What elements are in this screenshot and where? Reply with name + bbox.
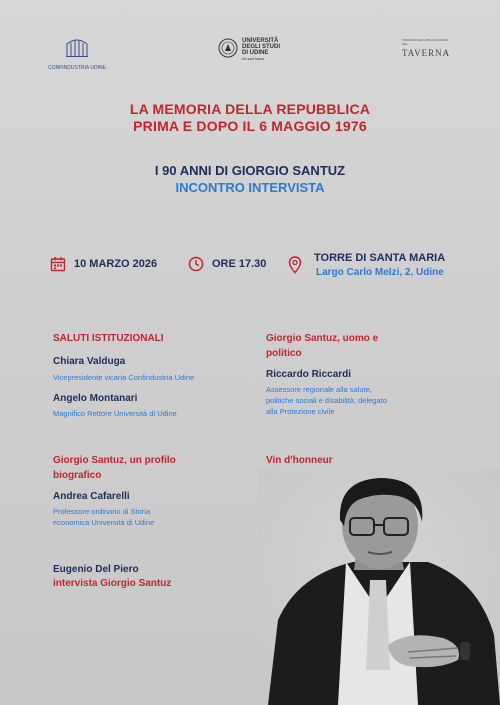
speaker-role-riccardi-line-2: politiche sociali e disabilità, delegato [266, 396, 387, 405]
event-date: 10 MARZO 2026 [74, 258, 158, 270]
confindustria-logo [48, 36, 106, 71]
university-label-3: DI UDINE [242, 50, 269, 56]
title-line-1: LA MEMORIA DELLA REPUBBLICA [129, 101, 371, 117]
university-logo [218, 38, 298, 62]
speaker-role-riccardi-line-1: Assessore regionale alla salute, [266, 385, 372, 394]
speaker-role-montanari: Magnifico Rettore Università di Udine [53, 409, 177, 418]
portrait-illustration [258, 470, 500, 705]
speaker-name-montanari: Angelo Montanari [53, 393, 138, 404]
map-pin-icon [288, 256, 302, 274]
university-seal-icon [218, 38, 238, 58]
portrait-photo [258, 470, 500, 705]
tagline: INCONTRO INTERVISTA [175, 180, 325, 195]
interviewer-name: Eugenio Del Piero [53, 564, 139, 575]
speaker-name-valduga: Chiara Valduga [53, 356, 126, 367]
taverna-label: TAVERNA [402, 48, 451, 58]
closing-vin-dhonneur: Vin d'honneur [266, 455, 333, 466]
section-uomo-line-2: politico [266, 348, 302, 359]
speaker-role-riccardi [266, 384, 387, 417]
section-uomo-title [266, 331, 378, 361]
section-profilo-title [53, 453, 176, 483]
university-motto: hic sunt futura [242, 57, 264, 61]
section-uomo-line-1: Giorgio Santuz, uomo e [266, 333, 379, 344]
location-block [288, 250, 458, 282]
event-time: ORE 17.30 [212, 258, 267, 270]
building-icon [65, 36, 89, 58]
confindustria-label: CONFINDUSTRIA UDINE [48, 65, 106, 71]
event-venue: TORRE DI SANTA MARIA [314, 252, 446, 264]
speaker-name-riccardi: Riccardo Riccardi [266, 369, 352, 380]
section-profilo-line-2: biografico [53, 470, 102, 481]
university-label-1: UNIVERSITÀ [242, 38, 279, 44]
clock-icon [188, 256, 204, 272]
speaker-role-cafarelli-line-2: economica Università di Udine [53, 518, 155, 527]
date-block [50, 256, 170, 274]
speaker-role-riccardi-line-3: alla Protezione civile [266, 407, 335, 416]
speaker-name-cafarelli: Andrea Cafarelli [53, 491, 130, 502]
interview-text: intervista Giorgio Santuz [53, 578, 172, 589]
time-block [188, 256, 278, 274]
calendar-icon [50, 256, 66, 272]
event-address: Largo Carlo Melzi, 2, Udine [316, 267, 444, 278]
taverna-small-label: FONDAZIONE ANTICA LOCANDA DEL [402, 38, 449, 46]
speaker-role-cafarelli-line-1: Professore ordinario di Storia [53, 507, 151, 516]
section-profilo-line-1: Giorgio Santuz, un profilo [53, 455, 176, 466]
title-line-2: PRIMA E DOPO IL 6 MAGGIO 1976 [133, 118, 367, 134]
section-saluti-title: SALUTI ISTITUZIONALI [53, 333, 164, 344]
taverna-logo [402, 38, 462, 58]
university-label-2: DEGLI STUDI [242, 44, 281, 50]
speaker-role-valduga: Vicepresidente vicaria Confindustria Udine [53, 373, 195, 382]
subtitle: I 90 ANNI DI GIORGIO SANTUZ [154, 163, 346, 178]
speaker-role-cafarelli [53, 506, 154, 528]
